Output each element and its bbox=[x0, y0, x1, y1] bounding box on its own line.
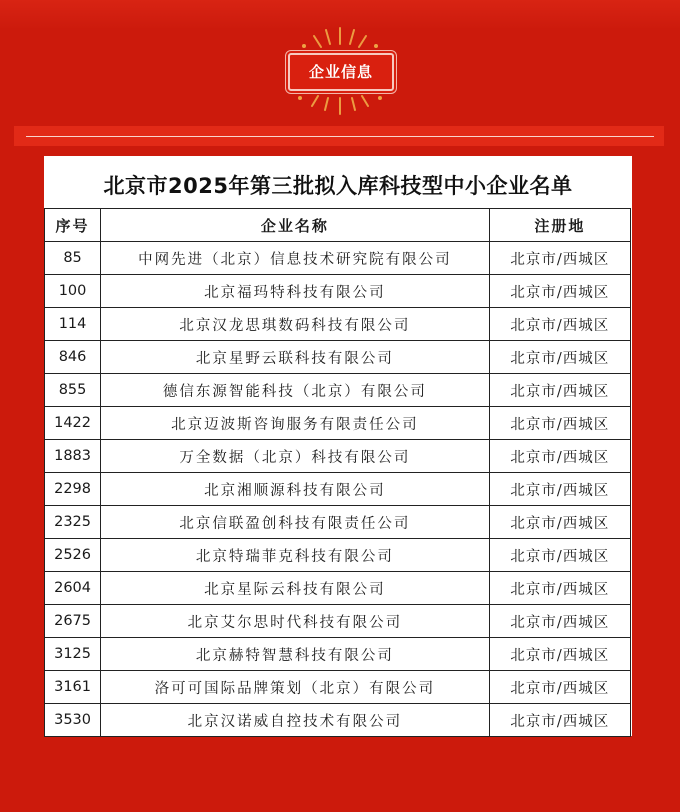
table-row bbox=[45, 242, 631, 275]
table-row bbox=[45, 539, 631, 572]
location-cell: 北京市/西城区 bbox=[489, 671, 630, 704]
table-row bbox=[45, 341, 631, 374]
table-row bbox=[45, 374, 631, 407]
company-name-cell: 北京信联盈创科技有限责任公司 bbox=[101, 506, 490, 539]
serial-cell: 2526 bbox=[45, 539, 101, 572]
location-cell: 北京市/西城区 bbox=[489, 473, 630, 506]
document-sheet bbox=[44, 156, 632, 736]
document-title: 北京市2025年第三批拟入库科技型中小企业名单 bbox=[103, 174, 573, 198]
table-row bbox=[45, 638, 631, 671]
company-name-cell: 北京湘顺源科技有限公司 bbox=[101, 473, 490, 506]
location-cell: 北京市/西城区 bbox=[489, 308, 630, 341]
table-row bbox=[45, 671, 631, 704]
location-cell: 北京市/西城区 bbox=[489, 275, 630, 308]
serial-cell: 114 bbox=[45, 308, 101, 341]
location-cell: 北京市/西城区 bbox=[489, 605, 630, 638]
serial-cell: 2675 bbox=[45, 605, 101, 638]
serial-cell: 1883 bbox=[45, 440, 101, 473]
table-row bbox=[45, 407, 631, 440]
serial-cell: 85 bbox=[45, 242, 101, 275]
company-name-cell: 北京星际云科技有限公司 bbox=[101, 572, 490, 605]
location-cell: 北京市/西城区 bbox=[489, 704, 630, 737]
company-name-cell: 北京汉诺威自控技术有限公司 bbox=[101, 704, 490, 737]
company-name-cell: 万全数据（北京）科技有限公司 bbox=[101, 440, 490, 473]
location-cell: 北京市/西城区 bbox=[489, 341, 630, 374]
company-name-cell: 北京赫特智慧科技有限公司 bbox=[101, 638, 490, 671]
table-row bbox=[45, 308, 631, 341]
serial-cell: 2604 bbox=[45, 572, 101, 605]
company-name-cell: 北京艾尔思时代科技有限公司 bbox=[101, 605, 490, 638]
serial-cell: 3125 bbox=[45, 638, 101, 671]
enterprise-table bbox=[44, 208, 631, 737]
serial-cell: 855 bbox=[45, 374, 101, 407]
company-name-cell: 北京特瑞菲克科技有限公司 bbox=[101, 539, 490, 572]
table-row bbox=[45, 275, 631, 308]
company-name-cell: 北京星野云联科技有限公司 bbox=[101, 341, 490, 374]
header-serial: 序号 bbox=[45, 209, 101, 242]
table-row bbox=[45, 440, 631, 473]
serial-cell: 2298 bbox=[45, 473, 101, 506]
company-name-cell: 洛可可国际品牌策划（北京）有限公司 bbox=[101, 671, 490, 704]
table-header-row bbox=[45, 209, 631, 242]
company-name-cell: 北京迈波斯咨询服务有限责任公司 bbox=[101, 407, 490, 440]
location-cell: 北京市/西城区 bbox=[489, 506, 630, 539]
serial-cell: 100 bbox=[45, 275, 101, 308]
location-cell: 北京市/西城区 bbox=[489, 638, 630, 671]
location-cell: 北京市/西城区 bbox=[489, 242, 630, 275]
location-cell: 北京市/西城区 bbox=[489, 407, 630, 440]
divider-line bbox=[26, 136, 654, 137]
table-row bbox=[45, 506, 631, 539]
company-name-cell: 北京福玛特科技有限公司 bbox=[101, 275, 490, 308]
section-banner bbox=[260, 24, 420, 119]
location-cell: 北京市/西城区 bbox=[489, 440, 630, 473]
serial-cell: 846 bbox=[45, 341, 101, 374]
company-name-cell: 中网先进（北京）信息技术研究院有限公司 bbox=[101, 242, 490, 275]
header-location: 注册地 bbox=[489, 209, 630, 242]
table-row bbox=[45, 473, 631, 506]
location-cell: 北京市/西城区 bbox=[489, 374, 630, 407]
serial-cell: 3530 bbox=[45, 704, 101, 737]
badge-label: 企业信息 bbox=[308, 63, 373, 81]
table-row bbox=[45, 572, 631, 605]
serial-cell: 2325 bbox=[45, 506, 101, 539]
table-row bbox=[45, 704, 631, 737]
location-cell: 北京市/西城区 bbox=[489, 572, 630, 605]
company-name-cell: 德信东源智能科技（北京）有限公司 bbox=[101, 374, 490, 407]
company-name-cell: 北京汉龙思琪数码科技有限公司 bbox=[101, 308, 490, 341]
location-cell: 北京市/西城区 bbox=[489, 539, 630, 572]
header-company-name: 企业名称 bbox=[101, 209, 490, 242]
serial-cell: 3161 bbox=[45, 671, 101, 704]
info-badge bbox=[288, 53, 394, 91]
table-row bbox=[45, 605, 631, 638]
serial-cell: 1422 bbox=[45, 407, 101, 440]
